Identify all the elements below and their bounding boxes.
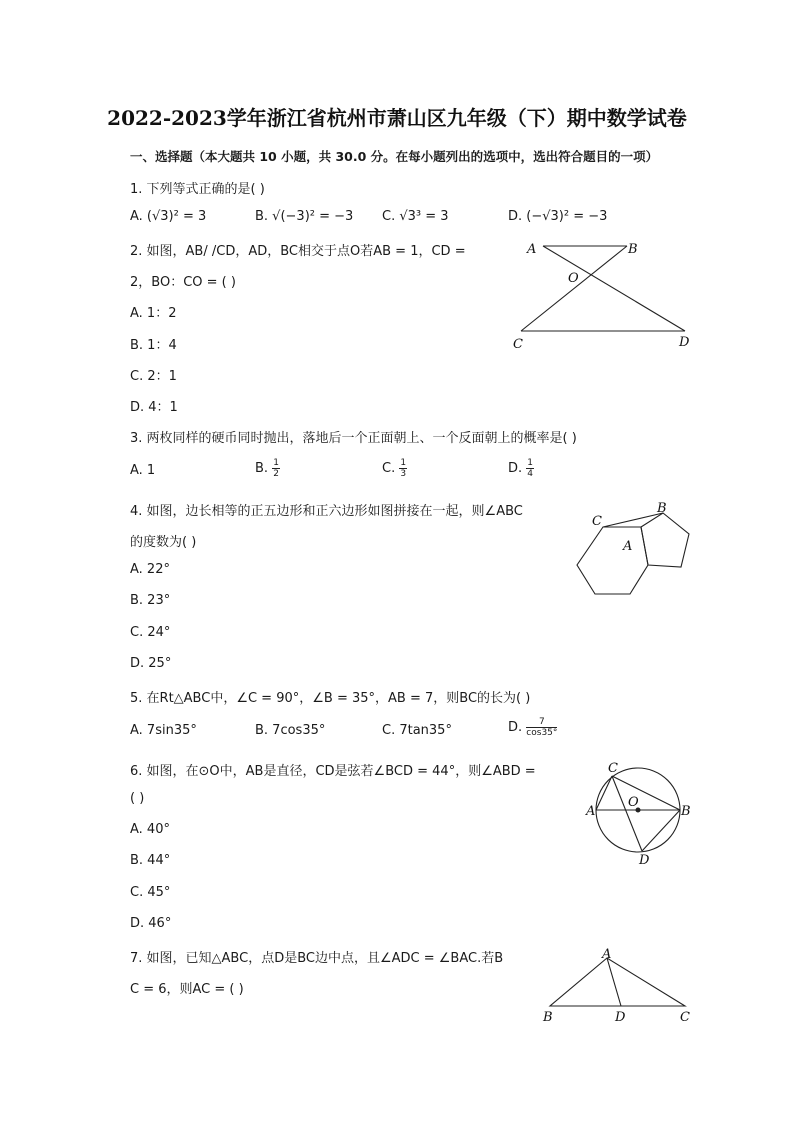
q6-label-o: O bbox=[628, 795, 639, 810]
q2-label-c: C bbox=[513, 337, 523, 351]
q6-option-c: C. 45° bbox=[130, 885, 171, 900]
q4-stem-line1: 4. 如图，边长相等的正五边形和正六边形如图拼接在一起，则∠ABC bbox=[130, 504, 523, 519]
q4-label-c: C bbox=[592, 514, 602, 529]
chord-ac bbox=[596, 776, 612, 810]
q7-stem-line1: 7. 如图，已知△ABC，点D是BC边中点，且∠ADC = ∠BAC.若B bbox=[130, 951, 504, 966]
fraction-numerator: 1 bbox=[273, 458, 279, 468]
q7-label-c: C bbox=[680, 1010, 690, 1025]
q5-option-c: C. 7tan35° bbox=[382, 723, 452, 738]
q3-option-b-letter: B. bbox=[255, 461, 269, 476]
pentagon bbox=[641, 513, 689, 567]
q3-option-c-fraction bbox=[399, 458, 407, 479]
chord-cd bbox=[612, 776, 642, 851]
q7-label-a: A bbox=[602, 947, 612, 962]
q2-label-a: A bbox=[527, 242, 537, 257]
q6-stem-line1: 6. 如图，在⊙O中，AB是直径，CD是弦若∠BCD = 44°，则∠ABD = bbox=[130, 764, 536, 779]
q7-label-b: B bbox=[543, 1010, 553, 1025]
q5-option-d-letter: D. bbox=[508, 720, 523, 735]
q2-option-c: C. 2：1 bbox=[130, 369, 177, 384]
q3-option-d bbox=[508, 458, 534, 479]
q3-option-b-fraction bbox=[272, 458, 280, 479]
segment-cb bbox=[603, 513, 663, 527]
q5-option-b: B. 7cos35° bbox=[255, 723, 326, 738]
q2-option-a: A. 1：2 bbox=[130, 306, 177, 321]
segment-ad bbox=[543, 246, 685, 331]
q1-option-a: A. (√3)² = 3 bbox=[130, 209, 207, 224]
q2-label-b: B bbox=[628, 242, 638, 257]
q4-label-b: B bbox=[657, 501, 667, 516]
q5-stem: 5. 在Rt△ABC中，∠C = 90°，∠B = 35°，AB = 7，则BC的长为( ) bbox=[130, 691, 531, 706]
q1-option-d: D. (−√3)² = −3 bbox=[508, 209, 608, 224]
q4-option-b: B. 23° bbox=[130, 593, 171, 608]
q6-stem-line2: ( ) bbox=[130, 791, 145, 806]
q1-option-c: C. √3³ = 3 bbox=[382, 209, 449, 224]
section-heading: 一、选择题（本大题共 10 小题，共 30.0 分。在每小题列出的选项中，选出符合题目的一项） bbox=[130, 149, 659, 164]
q3-option-b bbox=[255, 458, 280, 479]
q4-label-a: A bbox=[623, 539, 633, 554]
fraction-denominator: 2 bbox=[273, 469, 279, 479]
q4-option-d: D. 25° bbox=[130, 656, 172, 671]
triangle-abc bbox=[550, 958, 685, 1006]
q3-option-c bbox=[382, 458, 407, 479]
q6-label-d: D bbox=[639, 853, 650, 868]
q6-label-a: A bbox=[586, 804, 596, 819]
fraction-denominator: cos35° bbox=[526, 728, 558, 738]
fraction-numerator: 1 bbox=[527, 458, 534, 468]
q6-label-c: C bbox=[608, 761, 618, 776]
q4-figure bbox=[565, 498, 700, 598]
fraction-numerator: 7 bbox=[526, 717, 557, 728]
q2-figure bbox=[505, 236, 700, 351]
chord-cb bbox=[612, 776, 680, 810]
q5-option-d-fraction bbox=[526, 717, 557, 738]
q1-option-b: B. √(−3)² = −3 bbox=[255, 209, 354, 224]
q3-option-d-letter: D. bbox=[508, 461, 523, 476]
q2-label-o: O bbox=[568, 271, 579, 286]
q3-option-a: A. 1 bbox=[130, 463, 156, 478]
q6-option-d: D. 46° bbox=[130, 916, 172, 931]
q2-option-b: B. 1：4 bbox=[130, 338, 177, 353]
q7-stem-line2: C = 6，则AC = ( ) bbox=[130, 982, 244, 997]
segment-bc bbox=[521, 246, 627, 331]
q4-option-a: A. 22° bbox=[130, 562, 170, 577]
fraction-numerator: 1 bbox=[400, 458, 407, 468]
q2-label-d: D bbox=[679, 335, 690, 350]
q6-label-b: B bbox=[681, 804, 691, 819]
page-title: 2022-2023学年浙江省杭州市萧山区九年级（下）期中数学试卷 bbox=[107, 106, 687, 130]
fraction-denominator: 3 bbox=[400, 469, 407, 479]
q7-figure bbox=[535, 946, 705, 1028]
q5-option-d bbox=[508, 717, 557, 738]
q6-option-b: B. 44° bbox=[130, 853, 171, 868]
q4-option-c: C. 24° bbox=[130, 625, 171, 640]
q2-option-d: D. 4：1 bbox=[130, 400, 178, 415]
q3-option-d-fraction bbox=[526, 458, 534, 479]
q5-option-a: A. 7sin35° bbox=[130, 723, 197, 738]
q1-stem: 1. 下列等式正确的是( ) bbox=[130, 182, 265, 197]
q7-label-d: D bbox=[615, 1010, 626, 1025]
q3-stem: 3. 两枚同样的硬币同时抛出，落地后一个正面朝上、一个反面朝上的概率是( ) bbox=[130, 431, 577, 446]
q3-option-c-letter: C. bbox=[382, 461, 396, 476]
q6-figure bbox=[582, 758, 694, 870]
q4-stem-line2: 的度数为( ) bbox=[130, 535, 197, 550]
fraction-denominator: 4 bbox=[527, 469, 534, 479]
q2-stem-line1: 2. 如图，AB/ /CD，AD，BC相交于点O若AB = 1，CD = bbox=[130, 244, 466, 259]
hexagon bbox=[577, 527, 648, 594]
q2-stem-line2: 2，BO：CO = ( ) bbox=[130, 275, 236, 290]
q6-option-a: A. 40° bbox=[130, 822, 170, 837]
